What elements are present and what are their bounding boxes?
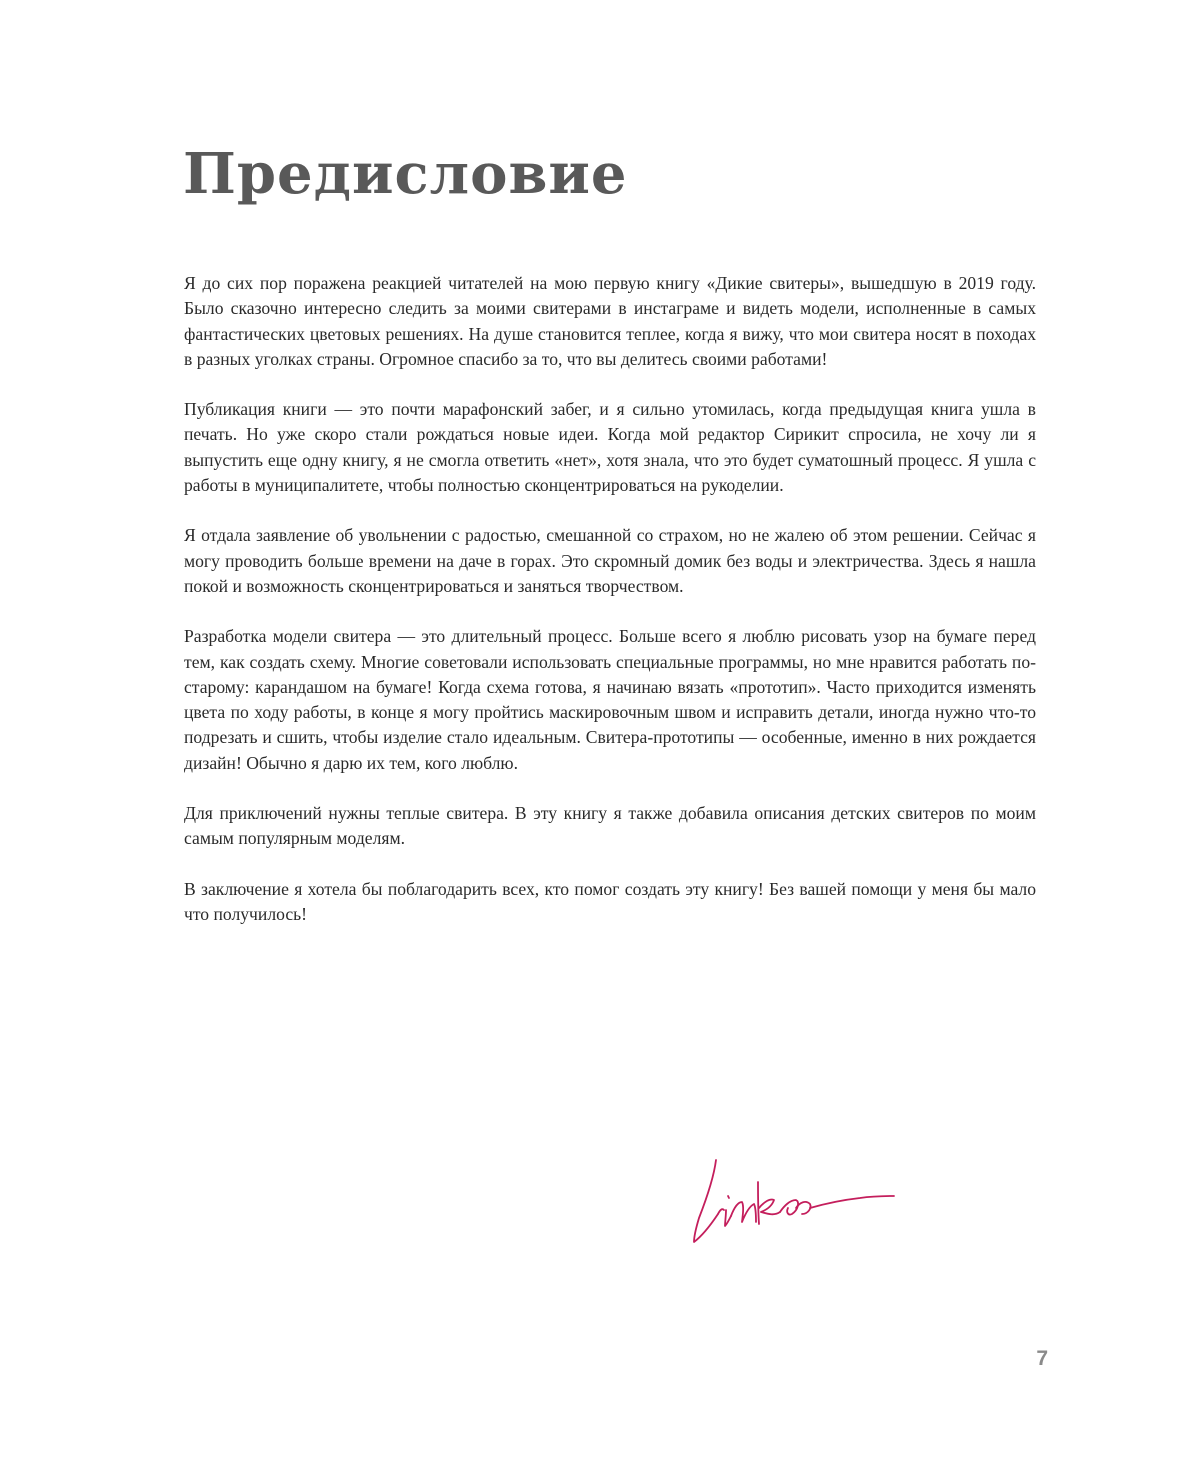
page-number: 7 [1036,1347,1048,1370]
paragraph-6: В заключение я хотела бы поблагодарить всех, кто помог создать эту книгу! Без вашей помощи у меня бы мало что получилось! [184,878,1036,924]
author-signature [688,1152,900,1252]
preface-body [184,271,1036,952]
page-title: Предисловие [183,141,628,207]
paragraph-3: Я отдала заявление об увольнении с радостью, смешанной со страхом, но не жалею об этом решении. Сейчас я могу проводить больше времени на даче в горах. Это скромный домик без воды и электричества. Здесь я нашла покой и возможность сконцентрироваться и заняться творчеством. [184,525,1036,596]
paragraph-2: Публикация книги — это почти марафонский забег, и я сильно утомилась, когда предыдущая книга ушла в печать. Но уже скоро стали рождаться новые идеи. Когда мой редактор Сирикит спросила, не хочу ли я выпустить еще одну книгу, я не смогла ответить «нет», хотя знала, что это будет суматошный процесс. Я ушла с работы в муниципалитете, чтобы полностью сконцентрироваться на рукоделии. [184,399,1036,496]
paragraph-4: Разработка модели свитера — это длительный процесс. Больше всего я люблю рисовать узор на бумаге перед тем, как создать схему. Многие советовали использовать специальные программы, но мне нравится работать по-старому: карандашом на бумаге! Когда схема готова, я начинаю вязать «прототип». Часто приходится изменять цвета по ходу работы, в конце я могу пройтись маскировочным швом и исправить детали, иногда нужно что-то подрезать и сшить, чтобы изделие стало идеальным. Свитера-прототипы — особенные, именно в них рождается дизайн! Обычно я дарю их тем, кого люблю. [184,626,1036,773]
paragraph-5: Для приключений нужны теплые свитера. В эту книгу я также добавила описания детских свитеров по моим самым популярным моделям. [184,803,1036,849]
paragraph-1: Я до сих пор поражена реакцией читателей на мою первую книгу «Дикие свитеры», вышедшую в 2019 году. Было сказочно интересно следить за моими свитерами в инстаграме и видеть модели, исполненные в самых фантастических цветовых решениях. На душе становится теплее, когда я вижу, что мои свитера носят в походах в разных уголках страны. Огромное спасибо за то, что вы делитесь своими работами! [184,273,1036,369]
